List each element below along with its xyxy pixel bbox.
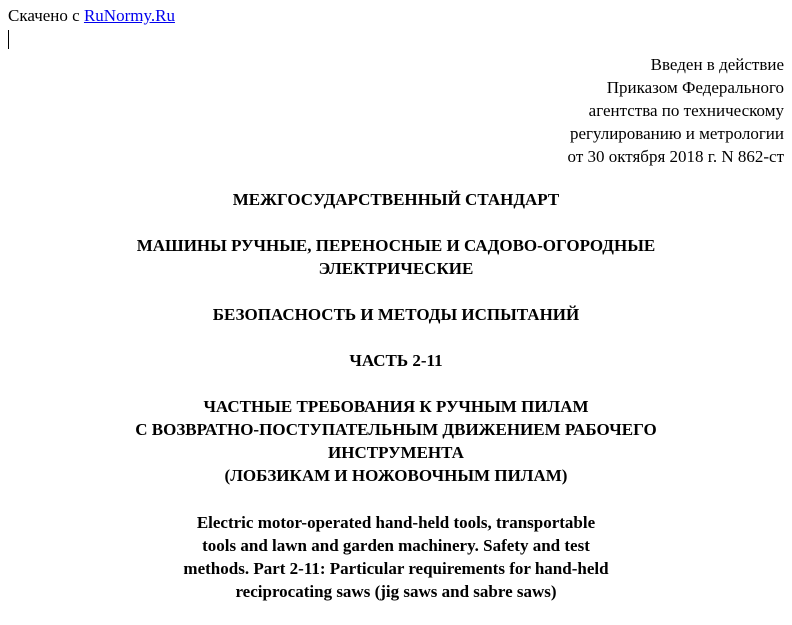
approval-line: агентства по техническому (588, 101, 784, 120)
document-subtitle (0, 303, 792, 326)
download-source-line (8, 6, 175, 26)
english-title-line: reciprocating saws (jig saws and sabre saws) (235, 582, 557, 601)
particular-requirements-heading (0, 395, 792, 487)
part-heading (0, 349, 792, 372)
runormy-link[interactable]: RuNormy.Ru (83, 6, 175, 25)
document-title (0, 234, 792, 280)
approval-block (568, 53, 784, 168)
title-line: МАШИНЫ РУЧНЫЕ, ПЕРЕНОСНЫЕ И САДОВО-ОГОРОДНЫЕ (136, 236, 656, 255)
english-title-line: Electric motor-operated hand-held tools, transportable (196, 513, 596, 532)
approval-line: Приказом Федерального (606, 78, 784, 97)
approval-line: регулированию и метрологии (569, 124, 784, 143)
english-title-line: tools and lawn and garden machinery. Safety and test (202, 536, 590, 555)
particular-line: С ВОЗВРАТНО-ПОСТУПАТЕЛЬНЫМ ДВИЖЕНИЕМ РАБОЧЕГО (135, 420, 657, 439)
standard-type-heading (0, 188, 792, 211)
particular-line: (ЛОБЗИКАМ И НОЖОВОЧНЫМ ПИЛАМ) (224, 466, 568, 485)
standard-type-text: МЕЖГОСУДАРСТВЕННЫЙ СТАНДАРТ (232, 190, 560, 209)
title-line: ЭЛЕКТРИЧЕСКИЕ (318, 259, 474, 278)
part-text: ЧАСТЬ 2-11 (349, 351, 443, 370)
subtitle-text: БЕЗОПАСНОСТЬ И МЕТОДЫ ИСПЫТАНИЙ (212, 305, 580, 324)
approval-line: от 30 октября 2018 г. N 862-ст (567, 147, 784, 166)
download-prefix: Скачено с (8, 6, 80, 25)
particular-line: ЧАСТНЫЕ ТРЕБОВАНИЯ К РУЧНЫМ ПИЛАМ (203, 397, 589, 416)
english-title (0, 511, 792, 603)
approval-line: Введен в действие (650, 55, 784, 74)
text-cursor (8, 30, 9, 49)
particular-line: ИНСТРУМЕНТА (328, 443, 464, 462)
english-title-line: methods. Part 2-11: Particular requirements for hand-held (183, 559, 609, 578)
